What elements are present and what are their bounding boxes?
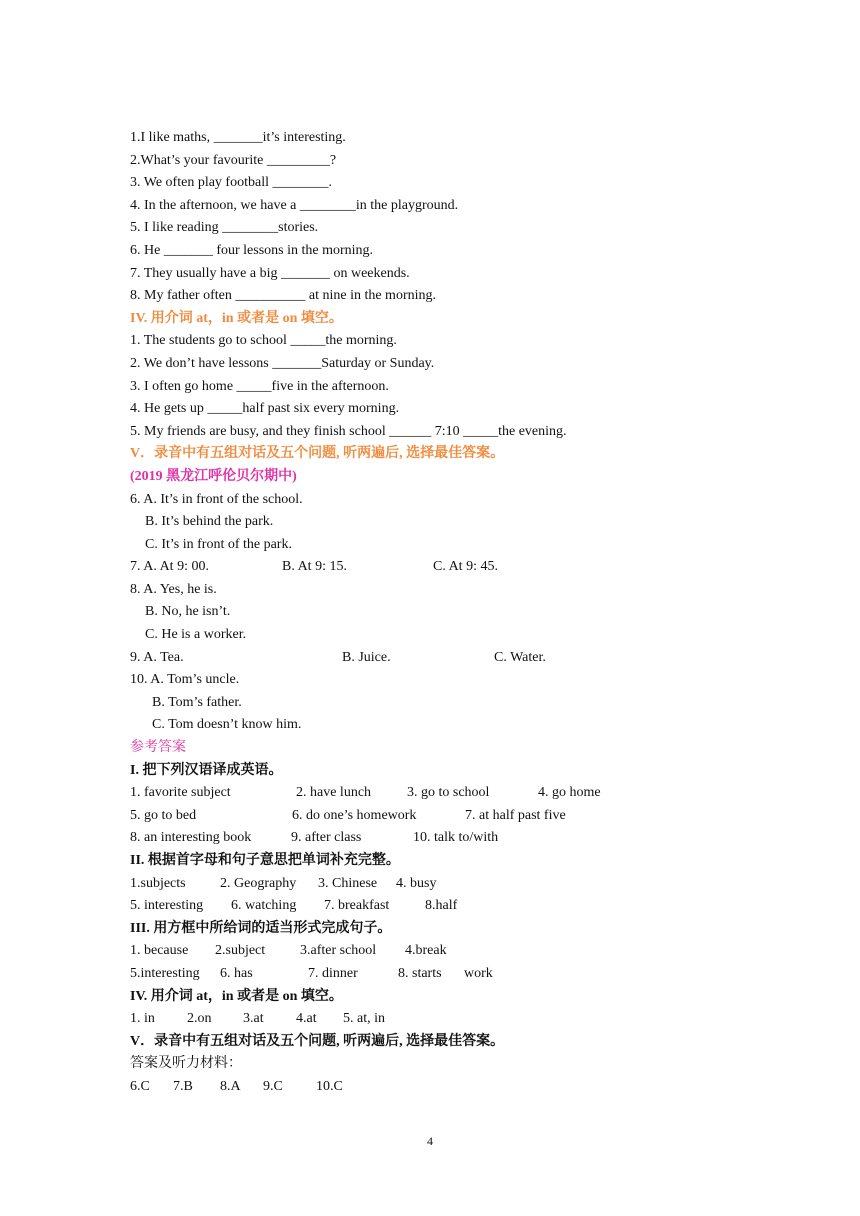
answers-s3-row-2: [130, 963, 770, 986]
answer-item: 2. Geography: [220, 875, 297, 891]
answer-item: 2.subject: [215, 943, 266, 959]
answer-item: 5. at, in: [343, 1011, 385, 1027]
q7-row: [130, 556, 770, 579]
answer-item: 10.C: [316, 1078, 343, 1094]
answers-s5-label: 答案及听力材料：: [130, 1056, 242, 1072]
answers-s2-row-2: [130, 895, 770, 918]
fill-line-7: 7. They usually have a big _______ on weekends.: [130, 265, 410, 281]
answer-item: 4. go home: [538, 785, 601, 801]
answer-item: 8.A: [220, 1078, 241, 1094]
preposition-line-1: 1. The students go to school _____the morning.: [130, 333, 397, 349]
section-5-heading: V．录音中有五组对话及五个问题, 听两遍后, 选择最佳答案。: [130, 446, 505, 462]
answer-item: 8. starts: [398, 965, 442, 981]
fill-line-3: 3. We often play football ________.: [130, 175, 332, 191]
q8-option-a: 8. A. Yes, he is.: [130, 581, 217, 597]
q10-option-a: 10. A. Tom’s uncle.: [130, 672, 240, 688]
answer-item: 3.at: [243, 1011, 264, 1027]
preposition-line-5: 5. My friends are busy, and they finish school ______ 7:10 _____the evening.: [130, 423, 567, 439]
answers-s3-row-1: [130, 940, 770, 963]
answer-item: work: [464, 965, 493, 981]
fill-line-6: 6. He _______ four lessons in the morning.: [130, 242, 374, 258]
q6-option-c: C. It’s in front of the park.: [145, 536, 292, 552]
q7-option-c: C. At 9: 45.: [433, 559, 498, 575]
answers-title: 参考答案: [130, 740, 186, 756]
q9-option-c: C. Water.: [494, 649, 546, 665]
answer-item: 4.at: [296, 1011, 317, 1027]
q9-option-b: B. Juice.: [342, 649, 391, 665]
answers-s1-row-1: [130, 782, 770, 805]
answer-item: 5. go to bed: [130, 807, 197, 823]
preposition-line-3: 3. I often go home _____five in the afternoon.: [130, 378, 389, 394]
answer-item: 1. because: [130, 943, 189, 959]
answer-item: 8. an interesting book: [130, 830, 252, 846]
preposition-line-2: 2. We don’t have lessons _______Saturday or Sunday.: [130, 355, 435, 371]
section-5-source: (2019 黑龙江呼伦贝尔期中): [130, 468, 297, 484]
preposition-line-4: 4. He gets up _____half past six every morning.: [130, 401, 400, 417]
answer-item: 1. in: [130, 1011, 155, 1027]
answer-item: 4.break: [405, 943, 447, 959]
answer-item: 3. go to school: [407, 785, 490, 801]
q9-row: [130, 647, 770, 670]
fill-line-4: 4. In the afternoon, we have a ________in the playground.: [130, 197, 459, 213]
page-number: 4: [427, 1134, 433, 1148]
answers-s2-row-1: [130, 873, 770, 896]
answer-item: 1. favorite subject: [130, 785, 231, 801]
fill-line-5: 5. I like reading ________stories.: [130, 220, 319, 236]
q7-option-b: B. At 9: 15.: [282, 559, 347, 575]
answers-s1-row-3: [130, 827, 770, 850]
answer-item: 6. watching: [231, 898, 297, 914]
q9-option-a: 9. A. Tea.: [130, 649, 184, 665]
answers-s5-heading: V．录音中有五组对话及五个问题, 听两遍后, 选择最佳答案。: [130, 1033, 505, 1049]
fill-line-2: 2.What’s your favourite _________?: [130, 152, 337, 168]
answer-item: 3. Chinese: [318, 875, 378, 891]
answer-item: 5.interesting: [130, 965, 200, 981]
q10-option-b: B. Tom’s father.: [152, 694, 242, 710]
section-4-heading: IV. 用介词 at，in 或者是 on 填空。: [130, 310, 343, 326]
answer-item: 4. busy: [396, 875, 437, 891]
answers-s5-row-1: [130, 1076, 770, 1099]
answer-item: 7.B: [173, 1078, 193, 1094]
q6-option-a: 6. A. It’s in front of the school.: [130, 491, 303, 507]
answers-s3-heading: III. 用方框中所给词的适当形式完成句子。: [130, 920, 392, 936]
answers-s1-heading: I. 把下列汉语译成英语。: [130, 762, 283, 778]
answer-item: 7. dinner: [308, 965, 358, 981]
q6-option-b: B. It’s behind the park.: [145, 514, 274, 530]
answer-item: 2.on: [187, 1011, 212, 1027]
answer-item: 3.after school: [300, 943, 377, 959]
answers-s4-row-1: [130, 1008, 770, 1031]
answer-item: 10. talk to/with: [413, 830, 499, 846]
answer-item: 2. have lunch: [296, 785, 372, 801]
answer-item: 7. at half past five: [465, 807, 566, 823]
answers-s1-row-2: [130, 805, 770, 828]
q8-option-c: C. He is a worker.: [145, 627, 247, 643]
answer-item: 1.subjects: [130, 875, 186, 891]
answer-item: 6. do one’s homework: [292, 807, 417, 823]
q10-option-c: C. Tom doesn’t know him.: [152, 717, 302, 733]
q8-option-b: B. No, he isn’t.: [145, 604, 231, 620]
fill-line-8: 8. My father often __________ at nine in the morning.: [130, 288, 436, 304]
answer-item: 7. breakfast: [324, 898, 390, 914]
answer-item: 9.C: [263, 1078, 283, 1094]
answer-item: 6. has: [220, 965, 253, 981]
answer-item: 8.half: [425, 898, 458, 914]
answers-s2-heading: II. 根据首字母和句子意思把单词补充完整。: [130, 853, 400, 868]
answer-item: 5. interesting: [130, 898, 204, 914]
answers-s4-heading: IV. 用介词 at，in 或者是 on 填空。: [130, 988, 343, 1004]
document-page: [130, 127, 770, 1099]
q7-option-a: 7. A. At 9: 00.: [130, 559, 209, 575]
answer-item: 6.C: [130, 1078, 150, 1094]
fill-line-1: 1.I like maths, _______it’s interesting.: [130, 130, 346, 145]
answer-item: 9. after class: [291, 830, 362, 846]
